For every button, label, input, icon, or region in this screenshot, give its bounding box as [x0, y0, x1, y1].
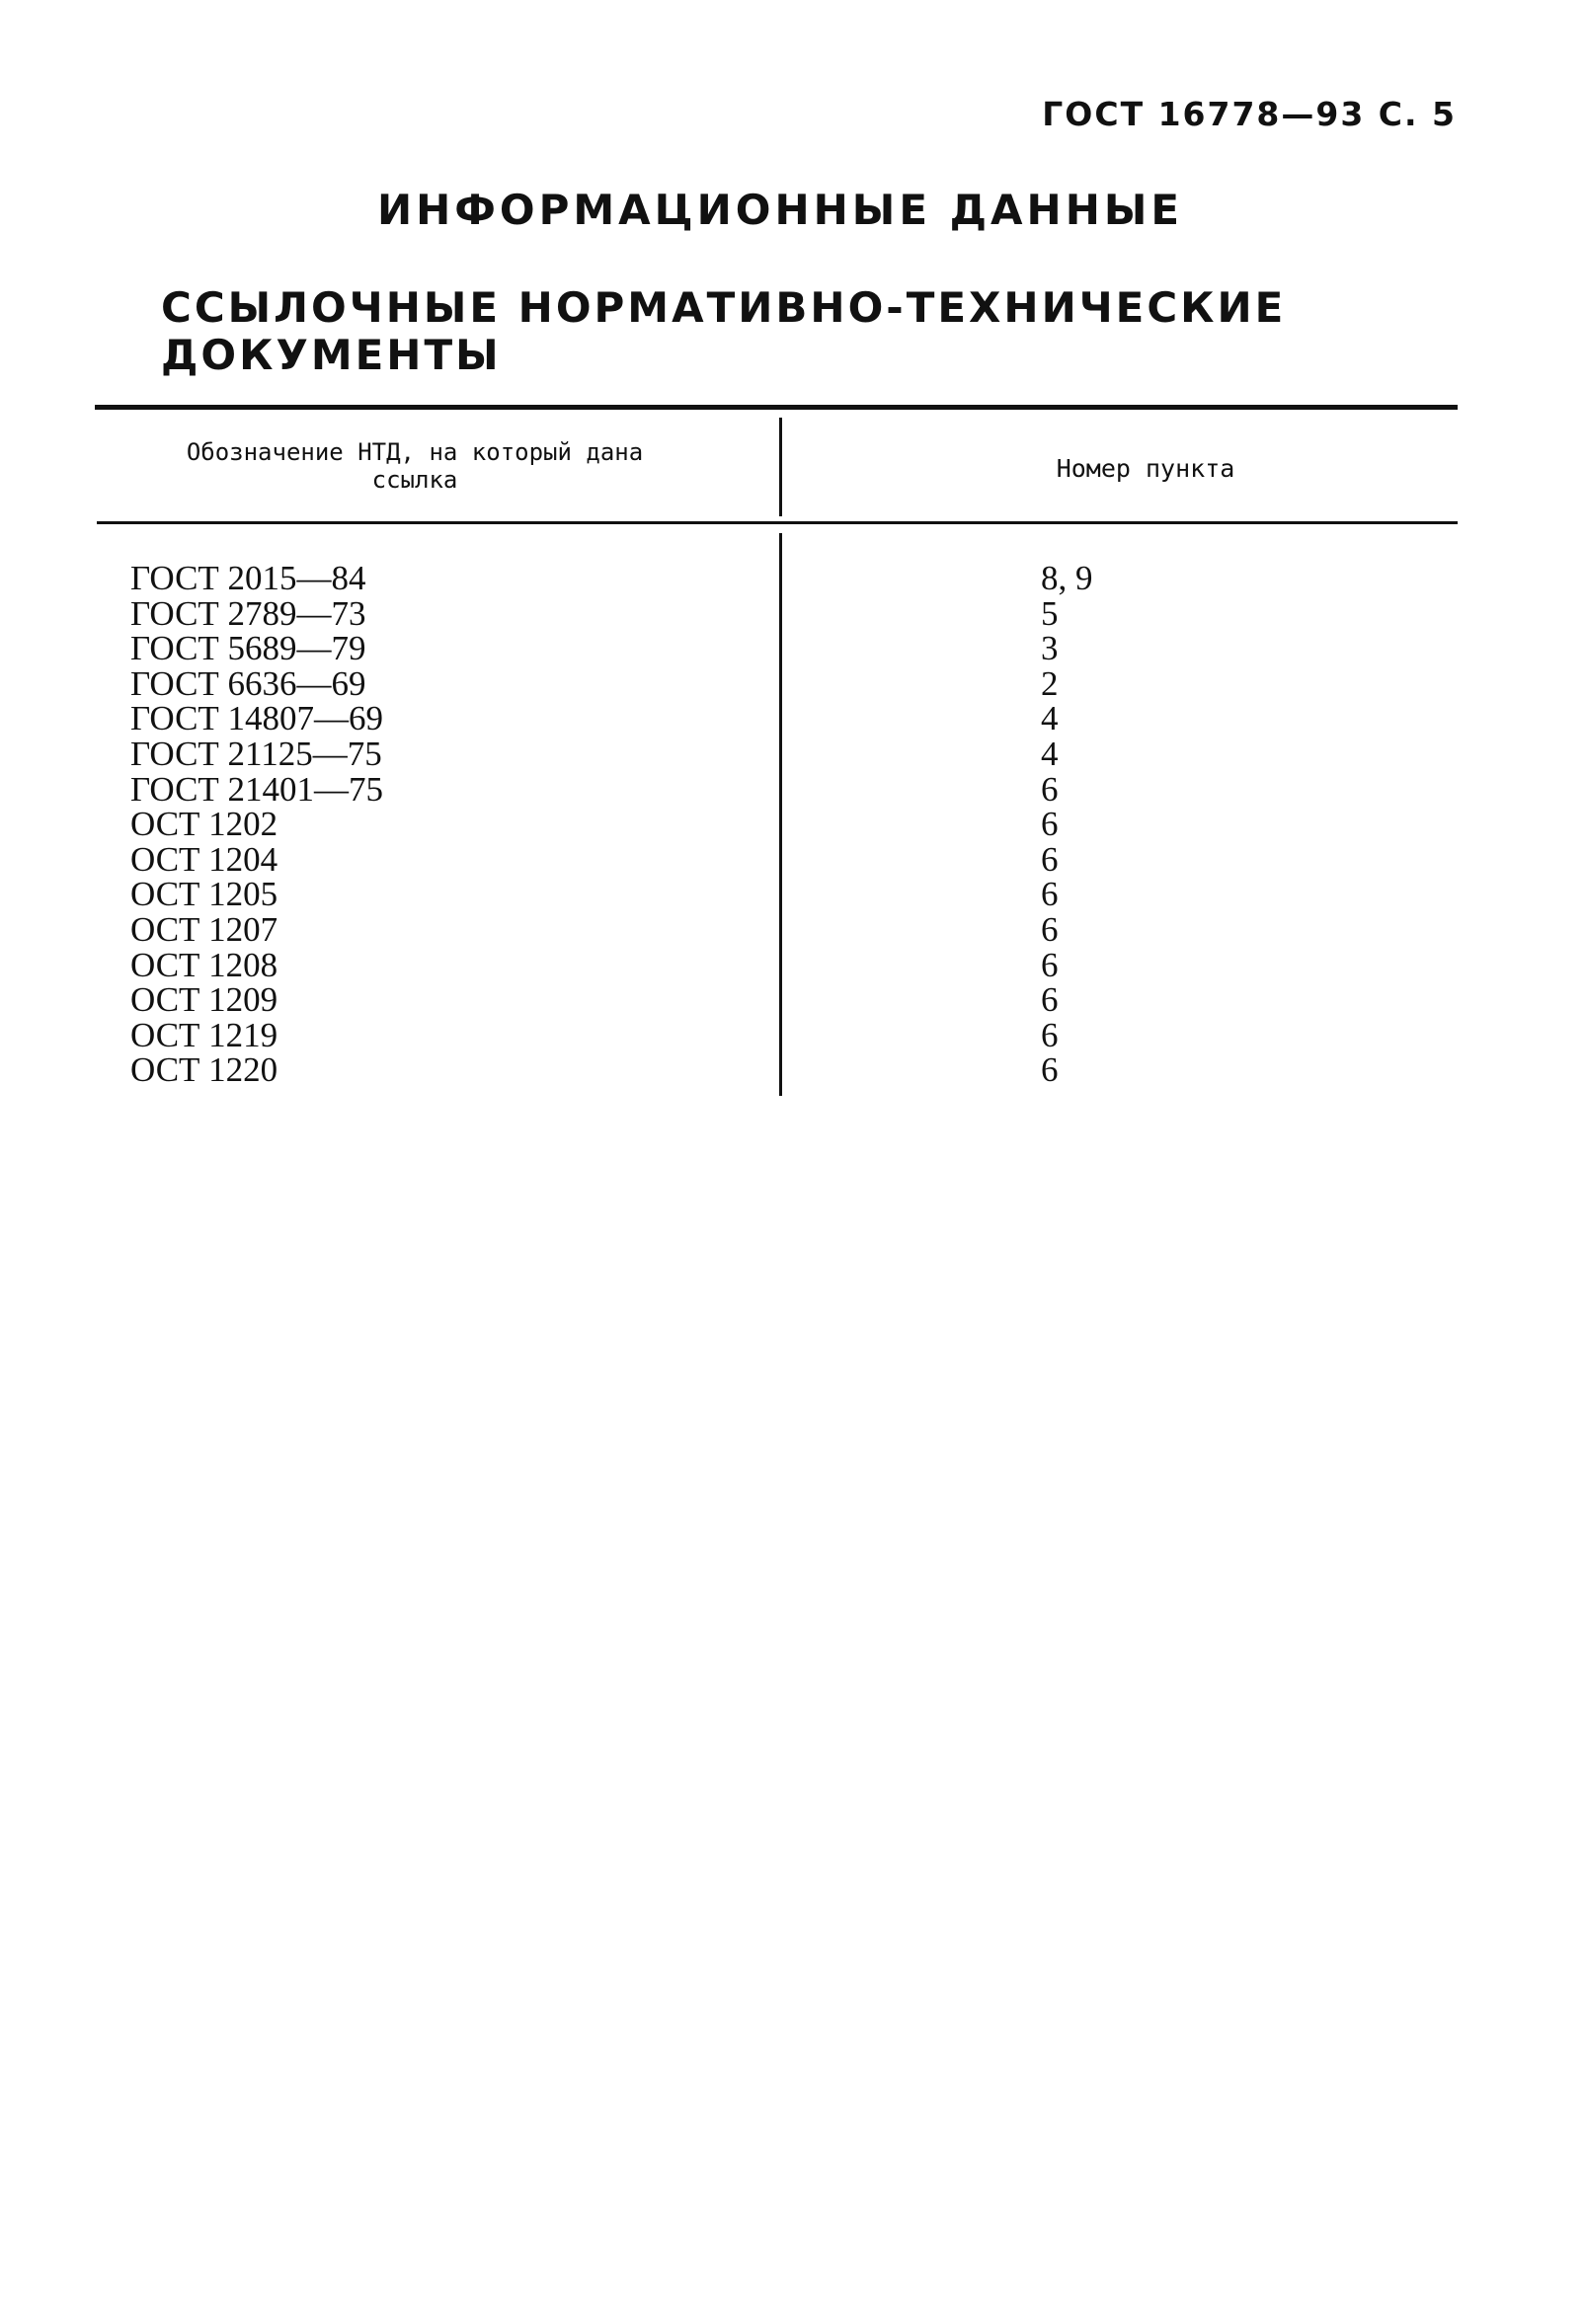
table-row	[0, 663, 1585, 703]
table-row	[0, 1052, 1585, 1088]
document-designation: ОСТ 1208	[130, 945, 278, 984]
item-number: 6	[1041, 839, 1059, 879]
document-designation: ОСТ 1220	[130, 1050, 278, 1090]
document-designation: ОСТ 1202	[130, 805, 278, 844]
document-designation: ОСТ 1207	[130, 909, 278, 949]
document-designation: ГОСТ 5689—79	[130, 629, 366, 668]
table-row	[0, 807, 1585, 842]
column-header-item: Номер пункта	[1056, 454, 1235, 483]
table-row	[0, 769, 1585, 809]
table-row	[0, 877, 1585, 912]
item-number: 6	[1041, 875, 1059, 914]
column-header-document: Обозначение НТД, на который дана ссылка	[186, 438, 644, 494]
document-designation: ГОСТ 2789—73	[130, 593, 366, 633]
table-body	[0, 561, 1585, 1088]
table-row	[0, 631, 1585, 666]
document-designation: ГОСТ 21401—75	[130, 769, 384, 809]
item-number: 5	[1041, 593, 1059, 633]
document-designation: ГОСТ 2015—84	[130, 559, 366, 597]
item-number: 2	[1041, 663, 1059, 703]
document-designation: ГОСТ 6636—69	[130, 663, 366, 703]
table-row	[0, 982, 1585, 1018]
item-number: 4	[1041, 734, 1059, 773]
table-row	[0, 839, 1585, 879]
item-number: 4	[1041, 699, 1059, 738]
table-row	[0, 561, 1585, 596]
section-subtitle: ССЫЛОЧНЫЕ НОРМАТИВНО-ТЕХНИЧЕСКИЕ ДОКУМЕНТЫ	[161, 283, 1287, 379]
item-number: 3	[1041, 629, 1059, 668]
table-row	[0, 736, 1585, 772]
table-row	[0, 593, 1585, 633]
table-row	[0, 701, 1585, 736]
item-number: 6	[1041, 909, 1059, 949]
section-title: ИНФОРМАЦИОННЫЕ ДАННЫЕ	[376, 186, 1184, 234]
document-designation: ОСТ 1205	[130, 875, 278, 914]
item-number: 6	[1041, 1015, 1059, 1054]
document-designation: ОСТ 1204	[130, 839, 278, 879]
table-row	[0, 909, 1585, 949]
column-divider-header	[779, 418, 782, 516]
document-designation: ГОСТ 14807—69	[130, 699, 384, 738]
document-designation: ОСТ 1219	[130, 1015, 278, 1054]
table-row	[0, 945, 1585, 984]
page-header: ГОСТ 16778—93 С. 5	[1042, 95, 1457, 133]
item-number: 6	[1041, 805, 1059, 844]
table-header-rule	[97, 521, 1458, 524]
document-designation: ОСТ 1209	[130, 980, 278, 1020]
table-row	[0, 1015, 1585, 1054]
item-number: 6	[1041, 980, 1059, 1020]
item-number: 6	[1041, 1050, 1059, 1090]
document-designation: ГОСТ 21125—75	[130, 734, 382, 773]
table-top-rule	[95, 405, 1458, 410]
item-number: 6	[1041, 769, 1059, 809]
item-number: 8, 9	[1041, 559, 1093, 597]
item-number: 6	[1041, 945, 1059, 984]
